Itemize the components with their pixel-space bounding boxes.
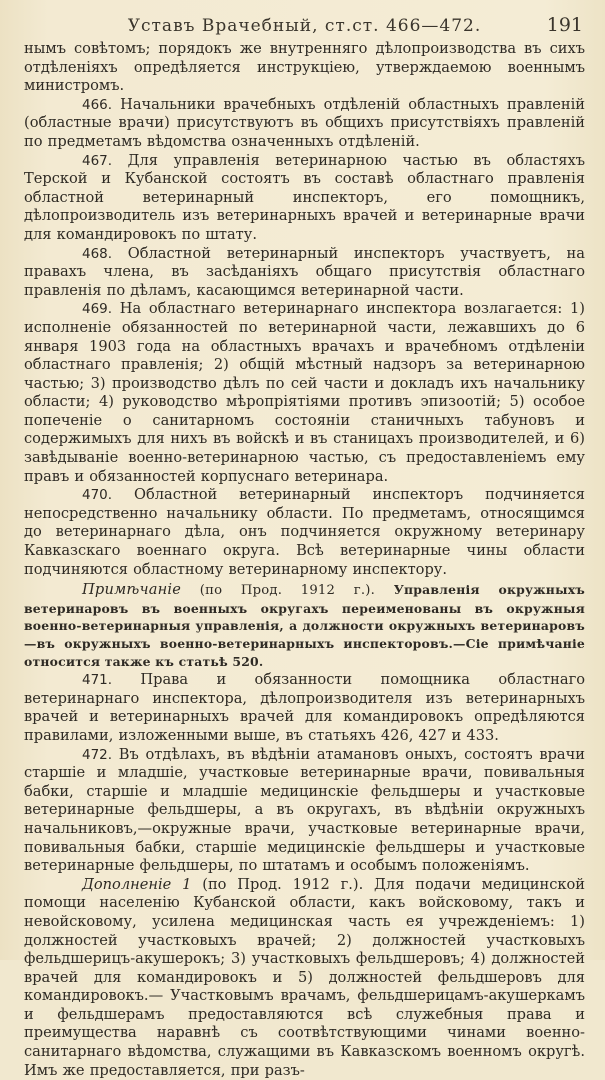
article-text: Для управленія ветеринарною частью въ областяхъ Терской и Кубанской состоятъ въ составѣ областнаго правленія областной ветеринарный инспекторъ, его помощникъ, дѣлопроизводитель изъ ветеринарныхъ врачей и ветеринарные врачи для командировокъ по штату. bbox=[24, 151, 585, 243]
article-number: 472. bbox=[82, 746, 113, 763]
page-number: 191 bbox=[546, 14, 583, 36]
article-number: 470. bbox=[82, 487, 113, 504]
article-text: Въ отдѣлахъ, въ вѣдѣніи атамановъ оныхъ, состоятъ врачи старшіе и младшіе, участковые ветеринарные врачи, повивальныя бабки, старшіе и младшіе медицинскіе фельдшеры и участковые ветеринарные фельдшеры, а въ округахъ, въ вѣдѣніи окружныхъ начальниковъ,—окружные врачи, участковые ветеринарные врачи, повивальныя бабки, старшіе медицинскіе фельдшеры и участковые ветеринарные фельдшеры, по штатамъ и особымъ положеніямъ. bbox=[24, 745, 585, 875]
note-source: (по Прод. 1912 г.). bbox=[181, 583, 375, 599]
note-block bbox=[24, 581, 585, 670]
article-468 bbox=[24, 245, 585, 301]
article-number: 466. bbox=[82, 96, 113, 113]
addendum-text: (по Прод. 1912 г.). Для подачи медицинской помощи населенію Кубанской области, какъ войсковому, такъ и невойсковому, усилена медицинская часть ея учрежденіемъ: 1) должностей участковыхъ врачей; 2) должностей участковыхъ фельдшерицъ-акушерокъ; 3) участковыхъ фельдшеровъ; 4) должностей врачей для командировокъ и 5) должностей фельдшеровъ для командировокъ.— Участковымъ врачамъ, фельдшерицамъ-акушеркамъ и фельдшерамъ предоставляются всѣ служебныя права и преимущества наравнѣ съ соотвѣтствующими чинами военно-санитарнаго вѣдомства, служащими въ Кавказскомъ военномъ округѣ. Имъ же предоставляется, при разъ- bbox=[24, 875, 585, 1079]
article-number: 469. bbox=[82, 301, 113, 318]
running-header bbox=[24, 6, 585, 40]
running-title: Уставъ Врачебный, ст.ст. 466—472. bbox=[127, 16, 482, 36]
paragraph-text: нымъ совѣтомъ; порядокъ же внутренняго дѣлопроизводства въ сихъ отдѣленіяхъ опредѣляется инструкціею, утверждаемою военнымъ министромъ. bbox=[24, 40, 585, 95]
article-number: 468. bbox=[82, 245, 113, 262]
article-469 bbox=[24, 300, 585, 486]
note-text: Управленія окружныхъ ветеринаровъ въ военныхъ округахъ переименованы въ окружныя военно-ветеринарныя управленія, а должности окружныхъ ветеринаровъ—въ окружныхъ военно-ветеринарныхъ инспекторовъ.—Сіе примѣчаніе относится также къ статьѣ 520. bbox=[24, 582, 585, 669]
article-472 bbox=[24, 746, 585, 876]
addendum-keyword: Дополненіе 1 bbox=[82, 875, 192, 893]
paragraph-continuation bbox=[24, 40, 585, 96]
article-number: 471. bbox=[82, 672, 113, 689]
article-text: Областной ветеринарный инспекторъ подчиняется непосредственно начальнику области. По предметамъ, относящимся до ветеринарнаго дѣла, онъ подчиняется окружному ветеринару Кавказскаго военнаго округа. Всѣ ветеринарные чины области подчиняются областному ветеринарному инспектору. bbox=[24, 486, 585, 578]
article-471 bbox=[24, 671, 585, 745]
article-text: Областной ветеринарный инспекторъ участвуетъ, на правахъ члена, въ засѣданіяхъ общаго присутствія областнаго правленія по дѣламъ, касающимся ветеринарной части. bbox=[24, 244, 585, 299]
note-keyword: Примѣчаніе bbox=[82, 581, 182, 599]
article-number: 467. bbox=[82, 152, 113, 169]
article-466 bbox=[24, 96, 585, 152]
article-text: Права и обязанности помощника областнаго ветеринарнаго инспектора, дѣлопроизводителя изъ ветеринарныхъ врачей и ветеринарныхъ врачей для командировокъ опредѣляются правилами, изложенными выше, въ статьяхъ 426, 427 и 433. bbox=[24, 671, 585, 744]
article-text: На областнаго ветеринарнаго инспектора возлагается: 1) исполненіе обязанностей по ветеринарной части, лежавшихъ до 6 января 1903 года на областныхъ врачахъ и врачебномъ отдѣленіи областнаго правленія; 2) общій мѣстный надзоръ за ветеринарною частью; 3) производство дѣлъ по сей части и докладъ ихъ начальнику области; 4) руководство мѣропріятіями противъ эпизоотій; 5) особое попеченіе о санитарномъ состояніи станичныхъ табуновъ и содержимыхъ для нихъ въ войскѣ и въ станицахъ производителей, и 6) завѣдываніе военно-ветеринарною частью, съ предоставленіемъ ему правъ и обязанностей корпуснаго ветеринара. bbox=[24, 300, 585, 485]
addendum-1 bbox=[24, 876, 585, 1080]
article-470 bbox=[24, 486, 585, 579]
article-467 bbox=[24, 152, 585, 245]
article-text: Начальники врачебныхъ отдѣленій областныхъ правленій (областные врачи) присутствуютъ въ общихъ присутствіяхъ правленій по предметамъ вѣдомства означенныхъ отдѣленій. bbox=[24, 95, 585, 150]
